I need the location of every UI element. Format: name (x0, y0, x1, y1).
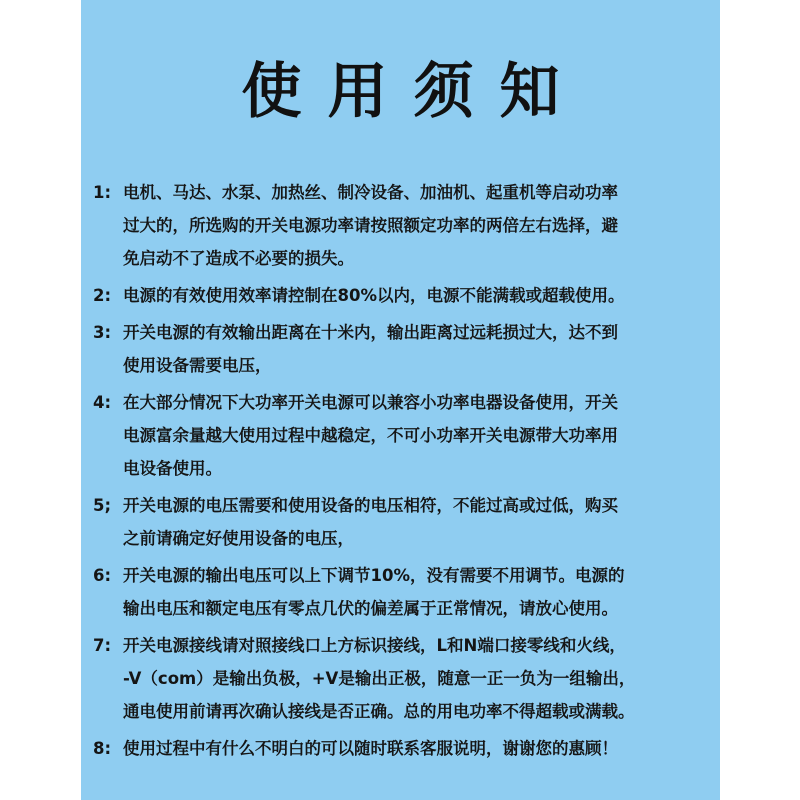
note-line: -V（com）是输出负极，+V是输出正极，随意一正一负为一组输出， (123, 669, 636, 688)
note-line: 开关电源的输出电压可以上下调节10%，没有需要不用调节。电源的 (123, 566, 625, 585)
notes-list (93, 176, 715, 769)
note-text (123, 489, 715, 555)
note-line: 通电使用前请再次确认接线是否正确。总的用电功率不得超载或满载。 (123, 702, 635, 721)
page-title: 使用须知 (241, 57, 586, 127)
note-number: 1: (93, 183, 112, 202)
note-line: 过大的，所选购的开关电源功率请按照额定功率的两倍左右选择，避 (123, 216, 618, 235)
note-line: 在大部分情况下大功率开关电源可以兼容小功率电器设备使用，开关 (123, 393, 618, 412)
note-line: 电源富余量越大使用过程中越稳定，不可小功率开关电源带大功率用 (123, 426, 618, 445)
note-text (123, 176, 715, 275)
note-line: 输出电压和额定电压有零点几伏的偏差属于正常情况，请放心使用。 (123, 599, 618, 618)
note-text (123, 386, 715, 485)
note-number: 7: (93, 636, 112, 655)
note-line: 之前请确定好使用设备的电压， (123, 529, 354, 548)
note-number: 6: (93, 566, 112, 585)
note-line: 开关电源接线请对照接线口上方标识接线，L和N端口接零线和火线， (123, 636, 626, 655)
note-text (123, 732, 715, 765)
note-line: 使用设备需要电压， (123, 356, 272, 375)
note-line: 开关电源的有效输出距离在十米内，输出距离过远耗损过大，达不到 (123, 323, 618, 342)
note-item-3 (93, 316, 715, 382)
note-item-5 (93, 489, 715, 555)
note-text (123, 629, 715, 728)
note-item-8 (93, 732, 715, 765)
note-line: 使用过程中有什么不明白的可以随时联系客服说明，谢谢您的惠顾！ (123, 739, 618, 758)
note-item-6 (93, 559, 715, 625)
note-number: 8: (93, 739, 112, 758)
note-text (123, 279, 715, 312)
note-number: 3: (93, 323, 112, 342)
note-item-4 (93, 386, 715, 485)
note-text (123, 316, 715, 382)
note-line: 电机、马达、水泵、加热丝、制冷设备、加油机、起重机等启动功率 (123, 183, 618, 202)
note-number: 2: (93, 286, 112, 305)
note-item-7 (93, 629, 715, 728)
note-item-2 (93, 279, 715, 312)
note-number: 4: (93, 393, 112, 412)
note-line: 电源的有效使用效率请控制在80%以内，电源不能满载或超载使用。 (123, 286, 625, 305)
note-item-1 (93, 176, 715, 275)
note-line: 电设备使用。 (123, 459, 222, 478)
note-line: 免启动不了造成不必要的损失。 (123, 249, 354, 268)
note-text (123, 559, 715, 625)
note-line: 开关电源的电压需要和使用设备的电压相符，不能过高或过低，购买 (123, 496, 618, 515)
note-number: 5; (93, 496, 112, 515)
